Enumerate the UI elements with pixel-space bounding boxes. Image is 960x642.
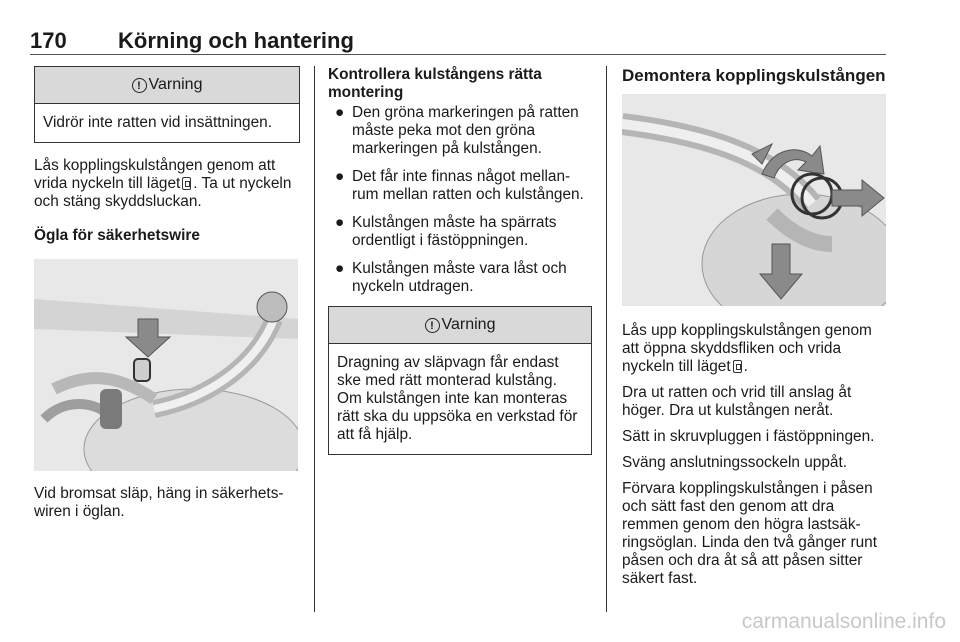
lock-icon bbox=[182, 177, 191, 190]
towbar-eye-drawing bbox=[34, 259, 298, 471]
warning-icon: ! bbox=[425, 318, 440, 333]
warning-box-2 bbox=[328, 306, 592, 455]
bullet-item: ● Kulstången måste vara låst och nyckeln utdragen. bbox=[335, 260, 567, 295]
column-1 bbox=[34, 66, 300, 531]
unlock-icon bbox=[733, 360, 742, 373]
warning-title-2: Varning bbox=[441, 316, 496, 333]
subheading-safety-wire: Ögla för säkerhetswire bbox=[34, 227, 200, 244]
towbar-removal-drawing bbox=[622, 94, 886, 306]
warning-icon: ! bbox=[132, 78, 147, 93]
heading-check-mounting: Kontrollera kulstångens rätta montering bbox=[328, 66, 542, 101]
towbar-eye-illustration bbox=[34, 259, 298, 471]
chapter-title: Körning och hantering bbox=[118, 28, 354, 53]
heading-remove-towbar: Demontera kopplingskulstången bbox=[622, 66, 886, 85]
column-3 bbox=[622, 66, 888, 588]
column-divider-2 bbox=[606, 66, 607, 612]
paragraph-lock: Lås kopplingskulstången genom att vrida nyckeln till läget . Ta ut nyckeln och stäng skyddsluckan. bbox=[34, 157, 292, 210]
paragraph-safety-wire: Vid bromsat släp, häng in säkerhets-wiren i öglan. bbox=[34, 485, 284, 520]
warning-title-1: Varning bbox=[148, 76, 203, 93]
paragraph-unlock: Lås upp kopplingskulstången genom att öppna skyddsfliken och vrida nyckeln till läget . bbox=[622, 322, 872, 375]
paragraph-insert-plug: Sätt in skruvpluggen i fästöppningen. bbox=[622, 428, 875, 445]
warning-box-1 bbox=[34, 66, 300, 143]
towbar-removal-illustration bbox=[622, 94, 886, 306]
warning-header-2 bbox=[329, 307, 591, 344]
header-divider bbox=[30, 54, 886, 55]
bullet-item: ● Det får inte finnas något mellan-rum mellan ratten och kulstången. bbox=[335, 168, 584, 203]
column-divider-1 bbox=[314, 66, 315, 612]
paragraph-pull-out: Dra ut ratten och vrid till anslag åt höger. Dra ut kulstången neråt. bbox=[622, 384, 852, 419]
page-header bbox=[30, 28, 886, 54]
watermark: carmanualsonline.info bbox=[741, 610, 946, 633]
bullet-item: ● Den gröna markeringen på ratten måste peka mot den gröna markeringen på kulstången. bbox=[335, 104, 579, 157]
bullet-item: ● Kulstången måste ha spärrats ordentligt i fästöppningen. bbox=[335, 214, 557, 249]
warning-text-2: Dragning av släpvagn får endast ske med rätt monterad kulstång. Om kulstången inte kan monteras rätt ska du uppsöka en verkstad för att få hjälp. bbox=[337, 354, 578, 443]
paragraph-swing-socket: Sväng anslutningssockeln uppåt. bbox=[622, 454, 848, 471]
page-number: 170 bbox=[30, 28, 67, 53]
column-2 bbox=[328, 66, 592, 455]
paragraph-store-towbar: Förvara kopplingskulstången i påsen och sätt fast den genom att dra remmen genom den högra lastsäk-ringsöglan. Linda den två gånger runt påsen och dra åt så att påsen sitter säkert fast. bbox=[622, 480, 877, 587]
warning-header-1 bbox=[35, 67, 299, 104]
warning-text-1: Vidrör inte ratten vid insättningen. bbox=[43, 114, 273, 131]
